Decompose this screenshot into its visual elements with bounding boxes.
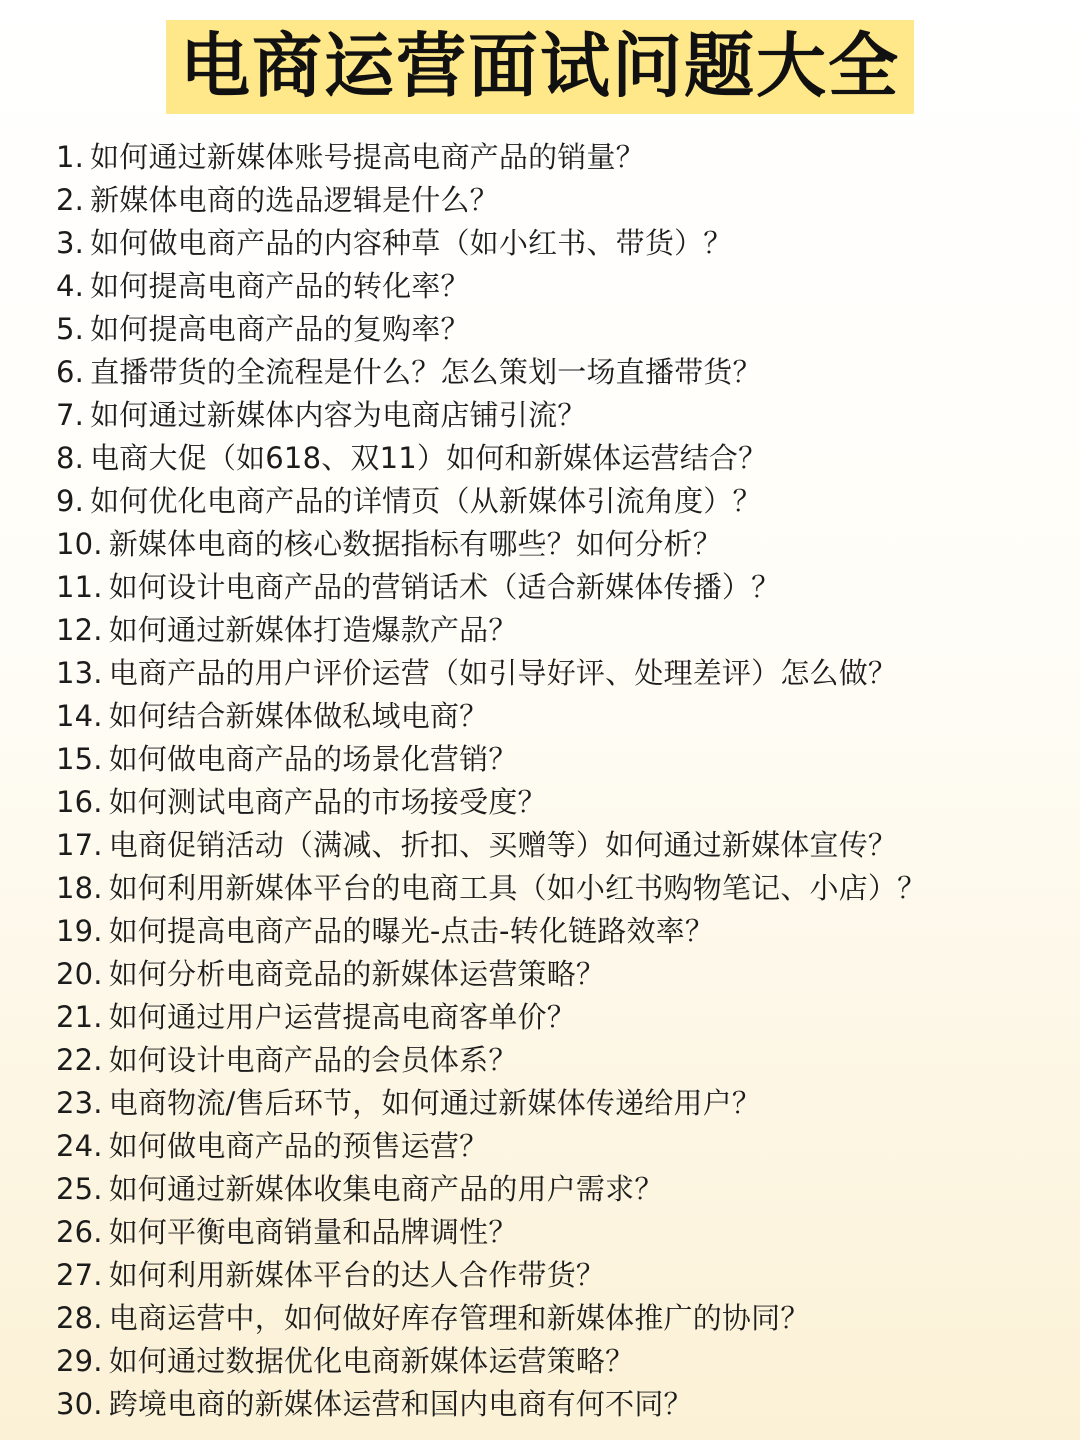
question-number: 24. <box>56 1129 103 1163</box>
title-banner <box>0 20 1080 114</box>
question-number: 18. <box>56 871 103 905</box>
question-item <box>56 1254 1066 1297</box>
question-number: 11. <box>56 570 103 604</box>
question-text: 如何利用新媒体平台的电商工具（如小红书购物笔记、小店）？ <box>108 871 927 905</box>
question-number: 7. <box>56 398 85 432</box>
question-number: 12. <box>56 613 103 647</box>
question-item <box>56 695 1066 738</box>
question-number: 27. <box>56 1258 103 1292</box>
question-item <box>56 394 1066 437</box>
question-item <box>56 351 1066 394</box>
question-text: 电商大促（如618、双11）如何和新媒体运营结合？ <box>90 441 768 475</box>
question-number: 28. <box>56 1301 103 1335</box>
question-text: 如何通过新媒体内容为电商店铺引流？ <box>90 398 587 432</box>
question-number: 14. <box>56 699 103 733</box>
question-item <box>56 609 1066 652</box>
question-number: 1. <box>56 140 85 174</box>
question-item <box>56 1211 1066 1254</box>
question-text: 如何通过新媒体账号提高电商产品的销量？ <box>90 140 645 174</box>
question-text: 如何做电商产品的预售运营？ <box>108 1129 489 1163</box>
question-item <box>56 179 1066 222</box>
question-text: 新媒体电商的核心数据指标有哪些？如何分析？ <box>108 527 722 561</box>
question-number: 22. <box>56 1043 103 1077</box>
question-text: 如何设计电商产品的营销话术（适合新媒体传播）？ <box>108 570 781 604</box>
question-item <box>56 824 1066 867</box>
question-item <box>56 953 1066 996</box>
question-item <box>56 308 1066 351</box>
question-item <box>56 136 1066 179</box>
question-item <box>56 781 1066 824</box>
question-text: 直播带货的全流程是什么？怎么策划一场直播带货？ <box>90 355 762 389</box>
question-item <box>56 738 1066 781</box>
question-number: 13. <box>56 656 103 690</box>
question-text: 电商运营中，如何做好库存管理和新媒体推广的协同？ <box>108 1301 810 1335</box>
question-item <box>56 1082 1066 1125</box>
question-item <box>56 1039 1066 1082</box>
question-number: 17. <box>56 828 103 862</box>
question-number: 23. <box>56 1086 103 1120</box>
question-text: 如何通过用户运营提高电商客单价？ <box>108 1000 576 1034</box>
question-list <box>56 136 1066 1426</box>
question-text: 如何做电商产品的内容种草（如小红书、带货）？ <box>90 226 733 260</box>
question-text: 如何通过新媒体收集电商产品的用户需求？ <box>108 1172 664 1206</box>
question-text: 如何设计电商产品的会员体系？ <box>108 1043 518 1077</box>
question-text: 跨境电商的新媒体运营和国内电商有何不同？ <box>108 1387 693 1421</box>
question-text: 电商物流/售后环节，如何通过新媒体传递给用户？ <box>108 1086 762 1120</box>
question-number: 15. <box>56 742 103 776</box>
question-number: 25. <box>56 1172 103 1206</box>
question-number: 19. <box>56 914 103 948</box>
question-text: 如何提高电商产品的曝光-点击-转化链路效率？ <box>108 914 715 948</box>
question-number: 9. <box>56 484 85 518</box>
question-text: 新媒体电商的选品逻辑是什么？ <box>90 183 499 217</box>
question-item <box>56 1125 1066 1168</box>
question-item <box>56 480 1066 523</box>
question-text: 如何平衡电商销量和品牌调性？ <box>108 1215 518 1249</box>
question-number: 2. <box>56 183 85 217</box>
question-item <box>56 910 1066 953</box>
question-text: 电商促销活动（满减、折扣、买赠等）如何通过新媒体宣传？ <box>108 828 898 862</box>
question-item <box>56 1383 1066 1426</box>
question-text: 如何提高电商产品的复购率？ <box>90 312 470 346</box>
question-number: 3. <box>56 226 85 260</box>
question-item <box>56 867 1066 910</box>
question-number: 21. <box>56 1000 103 1034</box>
question-number: 16. <box>56 785 103 819</box>
question-number: 5. <box>56 312 85 346</box>
question-number: 20. <box>56 957 103 991</box>
question-number: 30. <box>56 1387 103 1421</box>
question-text: 如何做电商产品的场景化营销？ <box>108 742 518 776</box>
question-item <box>56 652 1066 695</box>
question-item <box>56 996 1066 1039</box>
question-item <box>56 1168 1066 1211</box>
question-number: 8. <box>56 441 85 475</box>
question-number: 4. <box>56 269 85 303</box>
question-text: 如何提高电商产品的转化率？ <box>90 269 470 303</box>
question-item <box>56 222 1066 265</box>
question-text: 如何优化电商产品的详情页（从新媒体引流角度）？ <box>90 484 762 518</box>
question-number: 10. <box>56 527 103 561</box>
page-title: 电商运营面试问题大全 <box>166 20 914 114</box>
question-item <box>56 437 1066 480</box>
question-item <box>56 523 1066 566</box>
question-text: 如何利用新媒体平台的达人合作带货？ <box>108 1258 606 1292</box>
question-number: 6. <box>56 355 85 389</box>
question-text: 电商产品的用户评价运营（如引导好评、处理差评）怎么做？ <box>108 656 898 690</box>
question-number: 29. <box>56 1344 103 1378</box>
question-text: 如何通过数据优化电商新媒体运营策略？ <box>108 1344 635 1378</box>
question-text: 如何分析电商竞品的新媒体运营策略？ <box>108 957 606 991</box>
question-number: 26. <box>56 1215 103 1249</box>
question-item <box>56 1340 1066 1383</box>
question-item <box>56 265 1066 308</box>
question-item <box>56 566 1066 609</box>
question-text: 如何通过新媒体打造爆款产品？ <box>108 613 518 647</box>
question-text: 如何结合新媒体做私域电商？ <box>108 699 489 733</box>
question-text: 如何测试电商产品的市场接受度？ <box>108 785 547 819</box>
question-item <box>56 1297 1066 1340</box>
